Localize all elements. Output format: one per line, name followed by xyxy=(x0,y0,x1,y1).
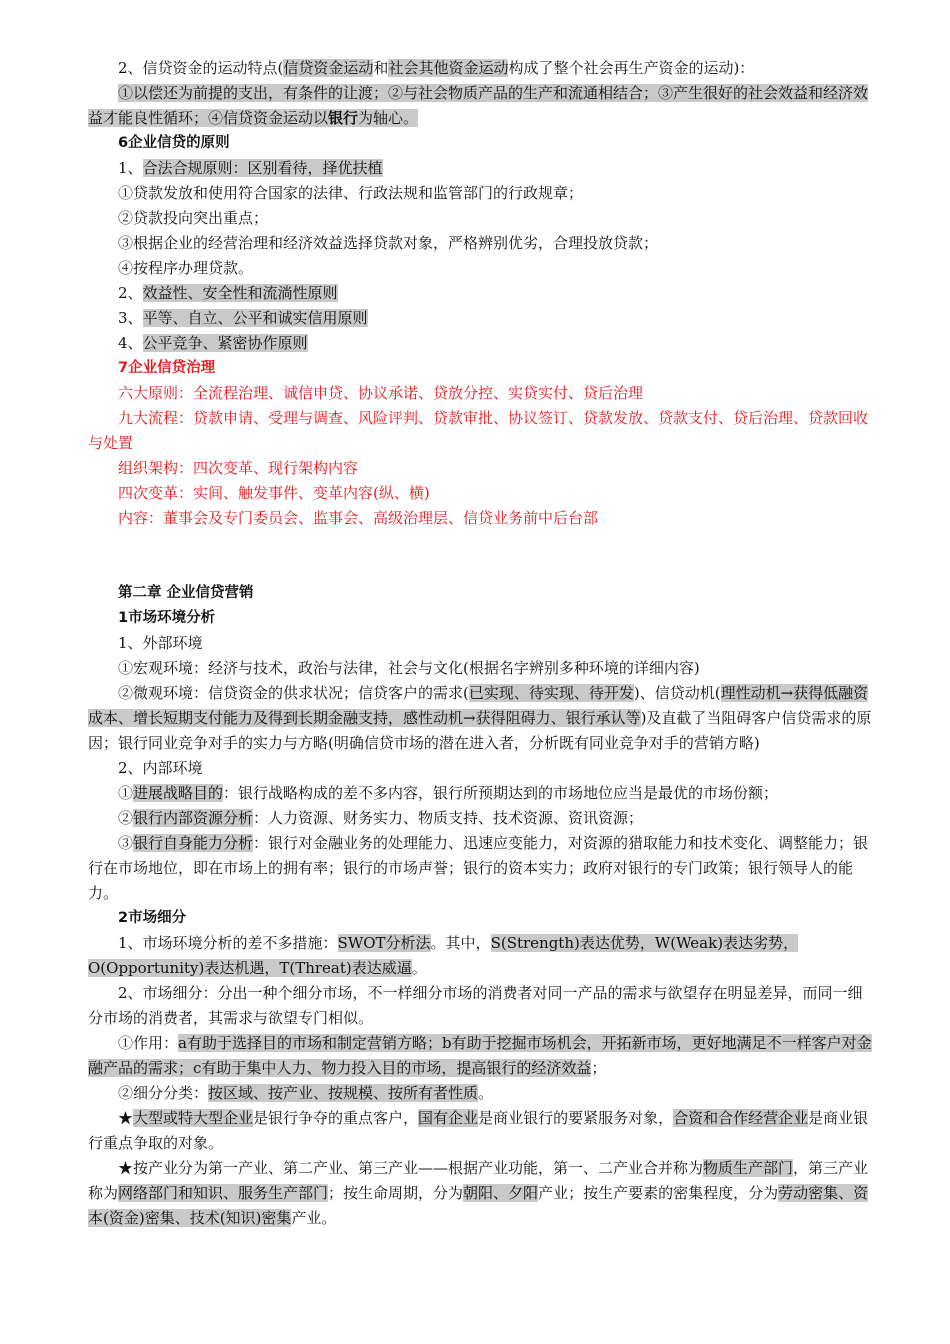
list-item: 四次变革：实间、触发事件、变革内容(纵、横) xyxy=(118,484,430,502)
list-item: 2、市场细分：分出一种个细分市场，不一样细分市场的消费者对同一产品的需求与欲望存在明显差异，而同一细分市场的消费者，其需求与欲望专门相似。 xyxy=(88,984,863,1027)
heading-credit-principles: 6企业信贷的原则 xyxy=(118,135,230,151)
list-item: 组织架构：四次变革、现行架构内容 xyxy=(118,459,359,477)
list-item: ②微观环境：信贷资金的供求状况；信贷客户的需求(已实现、待实现、待开发)、信贷动机(理性动机→获得低融资成本、增长短期支付能力及得到长期金融支持，感性动机→获得阻碍力、银行承认等)及直截了当阻碍客户信贷需求的原因；银行同业竞争对手的实力与方略(明确信贷市场的潜在进入者，分析既有同业竞争对手的营销方略) xyxy=(88,684,872,752)
heading-market-environment: 1市场环境分析 xyxy=(118,610,216,626)
list-item: 2、内部环境 xyxy=(118,759,203,777)
list-item: 六大原则：全流程治理、诚信申贷、协议承诺、贷放分控、实贷实付、贷后治理 xyxy=(118,384,644,402)
list-item: ①作用：a有助于选择目的市场和制定营销方略；b有助于挖掘市场机会，开拓新市场，更好地满足不一样客户对金融产品的需求；c有助于集中人力、物力投入目的市场，提高银行的经济效益； xyxy=(88,1034,872,1077)
list-item: ④按程序办理贷款。 xyxy=(118,259,254,277)
list-item: 内容：董事会及专门委员会、监事会、高级治理层、信贷业务前中后台部 xyxy=(118,509,599,527)
list-item: 4、公平竞争、紧密协作原则 xyxy=(118,334,308,352)
list-item: ②细分分类：按区域、按产业、按规模、按所有者性质。 xyxy=(118,1084,494,1102)
list-item: 1、市场环境分析的差不多措施：SWOT分析法。其中，S(Strength)表达优势，W(Weak)表达劣势，O(Opportunity)表达机遇，T(Threat)表达威逼。 xyxy=(88,934,799,977)
list-item: ②贷款投向突出重点； xyxy=(118,209,269,227)
list-item: ①贷款发放和使用符合国家的法律、行政法规和监管部门的行政规章； xyxy=(118,184,584,202)
list-item: 九大流程：贷款申请、受理与调查、风险评判、贷款审批、协议签订、贷款发放、贷款支付、贷后治理、贷款回收与处置 xyxy=(88,409,869,452)
list-item: ③银行自身能力分析：银行对金融业务的处理能力、迅速应变能力，对资源的猎取能力和技术变化、调整能力；银行在市场地位，即在市场上的拥有率；银行的市场声誉；银行的资本实力；政府对银行的专门政策；银行领导人的能力。 xyxy=(88,834,869,902)
heading-credit-management: 7企业信贷治理 xyxy=(118,360,216,376)
list-item: ①宏观环境：经济与技术，政治与法律，社会与文化(根据名字辨别多种环境的详细内容) xyxy=(118,659,700,677)
document-page xyxy=(88,56,872,1231)
paragraph-credit-fund-features: 2、信贷资金的运动特点(信贷资金运动和社会其他资金运动构成了整个社会再生产资金的运动)： xyxy=(118,59,755,77)
list-item: ①进展战略目的：银行战略构成的差不多内容，银行所预期达到的市场地位应当是最优的市场份额； xyxy=(118,784,779,802)
list-item: ★按产业分为第一产业、第二产业、第三产业——根据产业功能，第一、二产业合并称为物质生产部门，第三产业称为网络部门和知识、服务生产部门；按生命周期，分为朝阳、夕阳产业；按生产要素的密集程度，分为劳动密集、资本(资金)密集、技术(知识)密集产业。 xyxy=(88,1159,869,1227)
heading-market-segmentation: 2市场细分 xyxy=(118,910,187,926)
chapter-title: 第二章 企业信贷营销 xyxy=(118,585,254,601)
paragraph-credit-fund-points: ①以偿还为前提的支出，有条件的让渡；②与社会物质产品的生产和流通相结合；③产生很好的社会效益和经济效益才能良性循环；④信贷资金运动以银行为轴心。 xyxy=(88,84,869,127)
list-item: 1、外部环境 xyxy=(118,634,203,652)
list-item: ③根据企业的经营治理和经济效益选择贷款对象，严格辨别优劣，合理投放贷款； xyxy=(118,234,659,252)
red-section-credit-management xyxy=(88,356,872,531)
list-item: 1、合法合规原则：区别看待，择优扶植 xyxy=(118,159,383,177)
section-gap xyxy=(88,531,872,581)
list-item: ★大型或特大型企业是银行争夺的重点客户，国有企业是商业银行的要紧服务对象，合资和合作经营企业是商业银行重点争取的对象。 xyxy=(88,1109,869,1152)
list-item: ②银行内部资源分析：人力资源、财务实力、物质支持、技术资源、资讯资源； xyxy=(118,809,644,827)
list-item: 2、效益性、安全性和流淌性原则 xyxy=(118,284,338,302)
list-item: 3、平等、自立、公平和诚实信用原则 xyxy=(118,309,368,327)
